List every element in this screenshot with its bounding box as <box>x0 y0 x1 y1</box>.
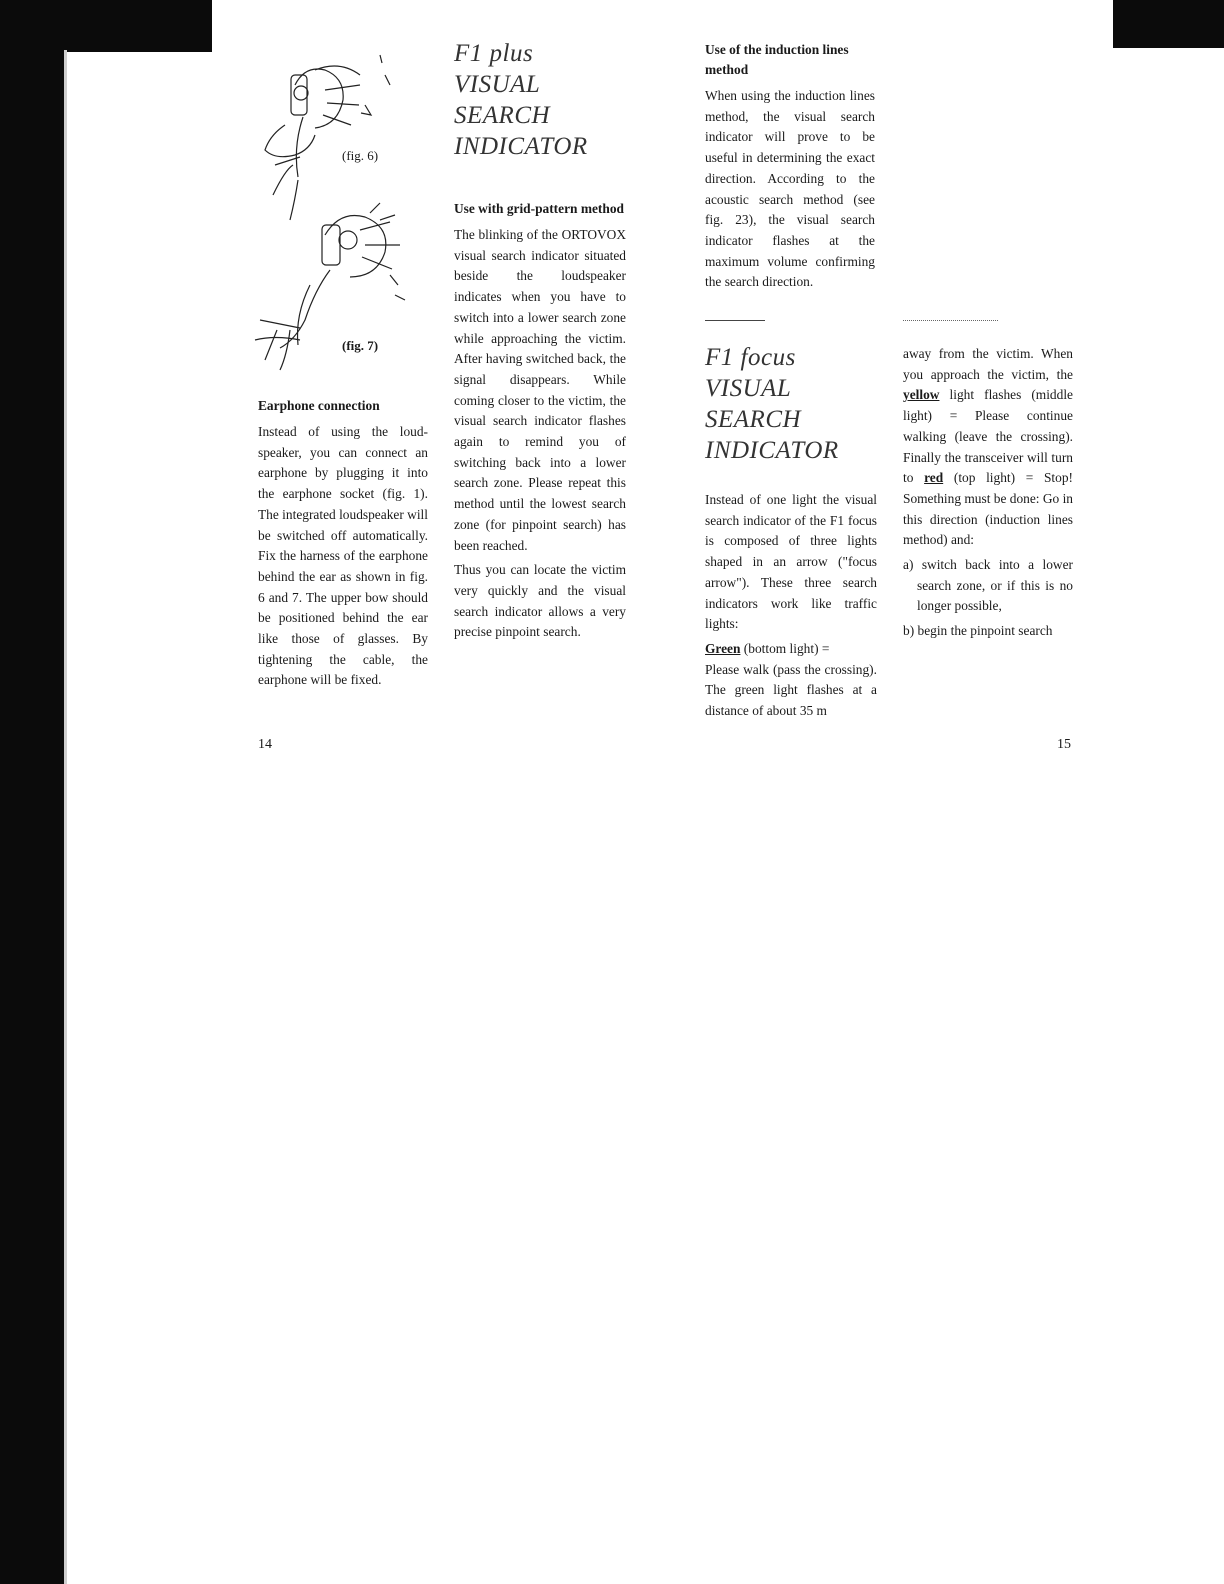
earphone-connection-paragraph <box>258 422 428 691</box>
section-divider-right <box>903 320 998 321</box>
f1-focus-title-line3: SEARCH <box>705 406 802 433</box>
green-label: Green <box>705 640 741 656</box>
traffic-text-2: light flashes (middle light) = Please continue walking (leave the crossing). Finally the transceiver will turn to <box>903 387 1073 486</box>
f1-plus-title-line1: F1 plus <box>454 40 534 67</box>
f1-focus-body <box>705 490 877 726</box>
induction-lines-paragraph: When using the induction lines method, the visual search indicator will prove to be useful in determining the exact direction. According to the acoustic search method (see fig. 23), the visual search indicator flashes at the maximum volume confirming the search direction. <box>705 88 875 290</box>
scan-border-top-left <box>0 0 212 52</box>
right-column-b <box>903 344 1073 646</box>
left-column <box>258 396 428 695</box>
green-light-paragraph: Please walk (pass the crossing). The green light flashes at a distance of about 35 m <box>705 661 877 719</box>
traffic-light-text <box>903 344 1073 642</box>
induction-lines-text <box>705 86 875 293</box>
fig7-caption: (fig. 7) <box>342 338 379 353</box>
section-divider-left <box>705 320 765 321</box>
f1-plus-title-line2: VISUAL <box>454 71 541 98</box>
f1-focus-title <box>705 342 877 466</box>
list-item-a: a) switch back into a lower search zone, or if this is no longer possible, <box>903 557 1073 614</box>
page-number-left: 14 <box>258 737 272 752</box>
f1-plus-title-line3: SEARCH <box>454 102 551 129</box>
f1-focus-text <box>705 490 877 722</box>
traffic-text-3: (top light) = Stop! Something must be done: Go in this direction (induction lines method) and: <box>903 470 1074 548</box>
middle-column <box>454 38 626 162</box>
fig6-caption: (fig. 6) <box>342 148 379 163</box>
earphone-connection-text: Instead of using the loud-speaker, you can connect an earphone by plugging it into the earphone socket (fig. 1). The integrated loudspeaker will be switched off automatically. Fix the harness of the earphone behind the ear as shown in fig. 6 and 7. The upper bow should be positioned behind the ear like those of glasses. By tightening the cable, the earphone will be fixed. <box>258 424 428 688</box>
scan-edge-shadow <box>64 50 67 1584</box>
f1-focus-title-line2: VISUAL <box>705 375 792 402</box>
scan-border-top-right <box>1113 0 1224 48</box>
green-light-line <box>705 639 877 660</box>
yellow-label: yellow <box>903 387 940 403</box>
f1-focus-title-line4: INDICATOR <box>705 437 839 464</box>
induction-lines-heading: Use of the induction lines method <box>705 42 849 77</box>
f1-plus-title-line4: INDICATOR <box>454 133 588 160</box>
grid-pattern-paragraph-2: Thus you can locate the victim very quickly and the visual search indicator allows a very precise pinpoint search. <box>454 562 626 640</box>
green-suffix: (bottom light) = <box>740 640 830 656</box>
earphone-connection-heading: Earphone connection <box>258 398 380 413</box>
grid-pattern-heading: Use with grid-pattern method <box>454 201 624 216</box>
traffic-light-paragraph <box>903 344 1073 551</box>
right-column-a-top <box>705 40 875 297</box>
list-item-b: b) begin the pinpoint search <box>903 623 1053 639</box>
f1-plus-title <box>454 38 626 162</box>
f1-focus-paragraph: Instead of one light the visual search indicator of the F1 focus is composed of three lights shaped in an arrow ("focus arrow"). These three search indicators work like traffic lights: <box>705 492 877 632</box>
scan-border-left <box>0 50 64 1584</box>
f1-focus-title-line1: F1 focus <box>705 344 796 371</box>
grid-pattern-paragraph-1: The blinking of the ORTOVOX visual search indicator situated beside the loudspeaker indicates when you have to switch into a lower search zone while approaching the victim. After having switched back, the signal disappears. While coming closer to the victim, the visual search indicator flashes again to remind you of switching back into a lower search zone. Please repeat this method until the lowest search zone (for pinpoint search) has been reached. <box>454 227 626 553</box>
traffic-text-1: away from the victim. When you approach the victim, the <box>903 346 1073 382</box>
middle-column-body <box>454 199 626 647</box>
earphone-fig7-illustration <box>250 195 420 375</box>
red-label: red <box>924 470 944 486</box>
f1-focus-title-block <box>705 342 877 466</box>
grid-pattern-text <box>454 225 626 643</box>
page-number-right: 15 <box>1057 737 1071 752</box>
